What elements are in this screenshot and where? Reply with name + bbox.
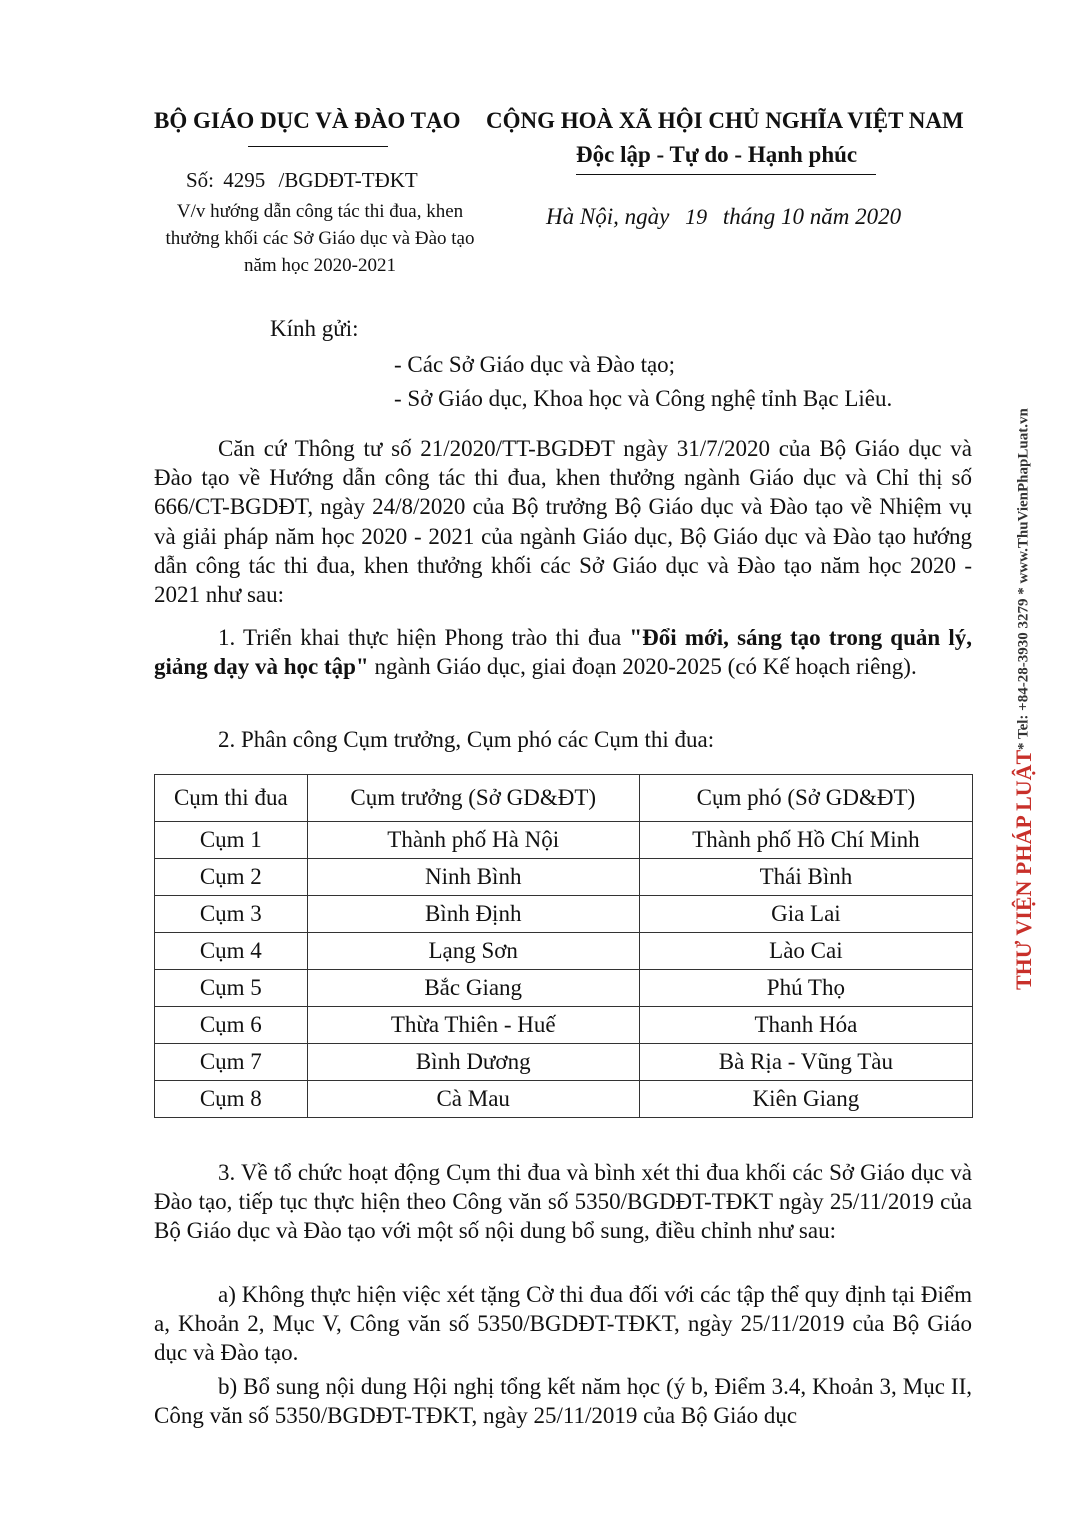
cluster-name: Cụm 6 <box>155 1007 308 1044</box>
cluster-deputy: Bà Rịa - Vũng Tàu <box>639 1044 972 1081</box>
item-3b-text: b) Bổ sung nội dung Hội nghị tổng kết năm học (ý b, Điểm 3.4, Khoản 3, Mục II, Công văn số 5350/BGDĐT-TĐKT, ngày 25/11/2019 của Bộ Giáo dục <box>154 1374 972 1429</box>
cluster-leader: Lạng Sơn <box>307 933 639 970</box>
watermark-brand: THƯ VIỆN PHÁP LUẬT <box>1011 749 1036 990</box>
item-3b-paragraph <box>154 1372 972 1430</box>
item-2-paragraph <box>154 725 972 754</box>
cluster-deputy: Phú Thọ <box>639 970 972 1007</box>
cluster-leader: Ninh Bình <box>307 859 639 896</box>
doc-number-label: Số: <box>186 168 215 192</box>
recipient-item: - Các Sở Giáo dục và Đào tạo; <box>394 352 676 377</box>
table-row <box>155 859 973 896</box>
watermark-contact: * Tel: +84-28-3930 3279 * www.ThuVienPhapLuat.vn <box>1015 407 1032 750</box>
doc-number-code: /BGDĐT-TĐKT <box>278 168 418 192</box>
item-1-prefix: 1. Triển khai thực hiện Phong trào thi đua <box>218 625 622 650</box>
ministry-name: BỘ GIÁO DỤC VÀ ĐÀO TẠO <box>154 108 461 133</box>
cluster-leader: Bắc Giang <box>307 970 639 1007</box>
recipient-item: - Sở Giáo dục, Khoa học và Công nghệ tỉnh Bạc Liêu. <box>394 386 893 411</box>
table-row <box>155 933 973 970</box>
cluster-deputy: Thanh Hóa <box>639 1007 972 1044</box>
national-motto: Độc lập - Tự do - Hạnh phúc <box>576 142 858 167</box>
cluster-leader: Thành phố Hà Nội <box>307 822 639 859</box>
document-subject: V/v hướng dẫn công tác thi đua, khen thưởng khối các Sở Giáo dục và Đào tạo năm học 2020-2021 <box>165 201 475 276</box>
cluster-leader: Cà Mau <box>307 1081 639 1118</box>
greeting-label: Kính gửi: <box>270 316 359 341</box>
table-row <box>155 822 973 859</box>
vertical-watermark <box>1008 350 1040 990</box>
cluster-deputy: Lào Cai <box>639 933 972 970</box>
item-3a-paragraph <box>154 1280 972 1368</box>
table-row <box>155 970 973 1007</box>
table-header-cell: Cụm phó (Sở GD&ĐT) <box>639 775 972 822</box>
table-row <box>155 896 973 933</box>
cluster-deputy: Gia Lai <box>639 896 972 933</box>
table-row <box>155 1007 973 1044</box>
intro-text: Căn cứ Thông tư số 21/2020/TT-BGDĐT ngày 31/7/2020 của Bộ Giáo dục và Đào tạo về Hướng dẫn công tác thi đua, khen thưởng ngành Giáo dục và Chỉ thị số 666/CT-BGDĐT, ngày 24/8/2020 của Bộ trưởng Bộ Giáo dục và Đào tạo về Nhiệm vụ và giải pháp năm học 2020 - 2021 của ngành Giáo dục, Bộ Giáo dục và Đào tạo hướng dẫn công tác thi đua, khen thưởng khối các Sở Giáo dục và Đào tạo năm học 2020 - 2021 như sau: <box>154 436 972 608</box>
table-row <box>155 1081 973 1118</box>
doc-number-value: 4295 <box>223 168 266 192</box>
cluster-deputy: Thái Bình <box>639 859 972 896</box>
cluster-name: Cụm 3 <box>155 896 308 933</box>
table-header-cell: Cụm trưởng (Sở GD&ĐT) <box>307 775 639 822</box>
item-3-paragraph <box>154 1158 972 1246</box>
place-date <box>546 204 901 230</box>
cluster-deputy: Thành phố Hồ Chí Minh <box>639 822 972 859</box>
document-number <box>186 168 418 193</box>
item-2-text: 2. Phân công Cụm trưởng, Cụm phó các Cụm thi đua: <box>218 727 715 752</box>
ministry-underline <box>248 146 388 147</box>
date-prefix: Hà Nội, ngày <box>546 204 670 229</box>
cluster-leader: Thừa Thiên - Huế <box>307 1007 639 1044</box>
table-header-row <box>155 775 973 822</box>
table-row <box>155 1044 973 1081</box>
cluster-leader: Bình Dương <box>307 1044 639 1081</box>
cluster-table <box>154 774 973 1118</box>
cluster-leader: Bình Định <box>307 896 639 933</box>
intro-paragraph <box>154 434 972 609</box>
date-suffix: tháng 10 năm 2020 <box>722 204 902 229</box>
item-1-paragraph <box>154 623 972 681</box>
cluster-name: Cụm 7 <box>155 1044 308 1081</box>
table-header-cell: Cụm thi đua <box>155 775 308 822</box>
item-3-text: 3. Về tổ chức hoạt động Cụm thi đua và bình xét thi đua khối các Sở Giáo dục và Đào tạo, tiếp tục thực hiện theo Công văn số 5350/BGDĐT-TĐKT ngày 25/11/2019 của Bộ Giáo dục và Đào tạo với một số nội dung bổ sung, điều chỉnh như sau: <box>154 1160 972 1244</box>
cluster-name: Cụm 5 <box>155 970 308 1007</box>
item-1-suffix: ngành Giáo dục, giai đoạn 2020-2025 (có Kế hoạch riêng). <box>374 654 917 680</box>
cluster-name: Cụm 2 <box>155 859 308 896</box>
national-title: CỘNG HOÀ XÃ HỘI CHỦ NGHĨA VIỆT NAM <box>486 108 964 133</box>
motto-underline <box>576 174 876 175</box>
cluster-name: Cụm 4 <box>155 933 308 970</box>
item-3a-text: a) Không thực hiện việc xét tặng Cờ thi đua đối với các tập thể quy định tại Điểm a, Khoản 2, Mục V, Công văn số 5350/BGDĐT-TĐKT, ngày 25/11/2019 của Bộ Giáo dục và Đào tạo. <box>154 1282 972 1366</box>
item-1-movement-name: "Đổi mới, sáng tạo trong quản lý, giảng dạy và học tập" <box>154 625 973 680</box>
cluster-name: Cụm 1 <box>155 822 308 859</box>
cluster-name: Cụm 8 <box>155 1081 308 1118</box>
date-day: 19 <box>685 204 708 229</box>
cluster-deputy: Kiên Giang <box>639 1081 972 1118</box>
